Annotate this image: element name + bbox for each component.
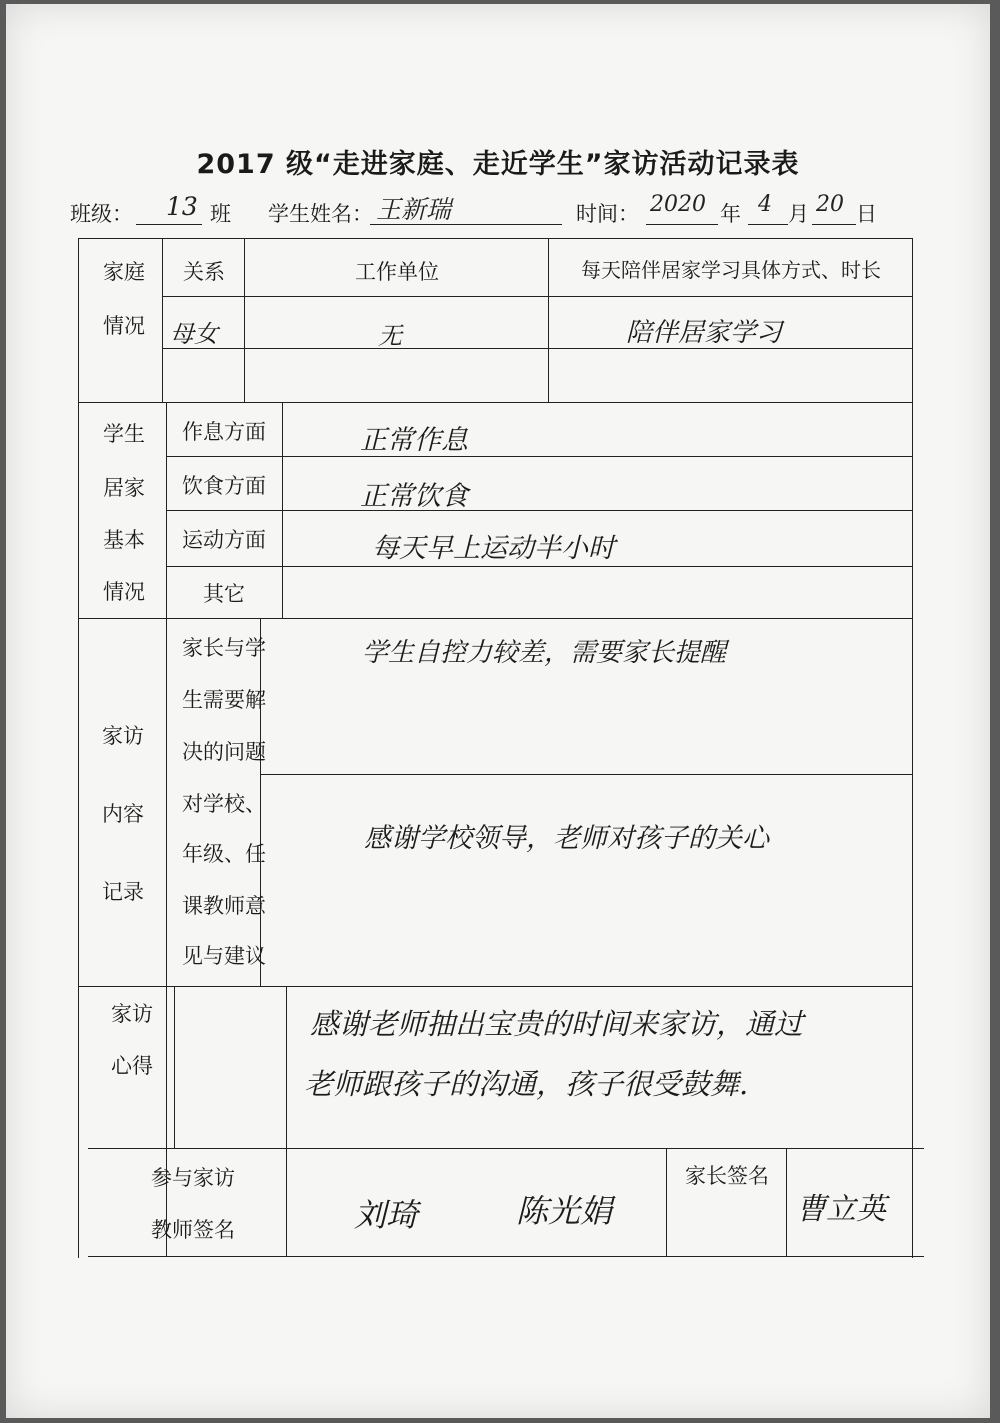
day-value: 20	[816, 192, 844, 217]
advice-label-2: 年级、任	[182, 842, 266, 866]
diet-value: 正常饮食	[360, 481, 468, 512]
year-label: 年	[720, 202, 741, 226]
form-title: 2017 级“走进家庭、走近学生”家访活动记录表	[196, 149, 800, 180]
other-label: 其它	[203, 582, 245, 606]
family-section-label-1: 家庭	[103, 260, 145, 284]
family-section-label-2: 情况	[103, 314, 145, 338]
parent-signature: 曹立英	[796, 1192, 886, 1227]
time-label: 时间：	[576, 202, 639, 226]
visit-section-label-2: 内容	[102, 802, 144, 826]
visit-row-line	[260, 774, 912, 775]
basic-section-label-3: 基本	[103, 528, 145, 552]
col-daily-header: 每天陪伴居家学习具体方式、时长	[581, 258, 881, 282]
month-label: 月	[788, 202, 809, 226]
basic-section-label-2: 居家	[103, 476, 145, 500]
advice-label-3: 课教师意	[182, 894, 266, 918]
reflection-label-2: 心得	[111, 1054, 153, 1078]
student-name-label: 学生姓名：	[268, 202, 373, 226]
visit-section-label-1: 家访	[102, 724, 144, 748]
family-divider-v2	[244, 238, 245, 402]
teacher-signature-label-2: 教师签名	[151, 1218, 235, 1242]
reflection-divider-v1	[174, 986, 175, 1148]
family-row-line-2	[162, 348, 912, 349]
advice-label-1: 对学校、	[182, 792, 266, 816]
row1-relation-value: 母女	[170, 320, 218, 348]
record-table	[78, 238, 922, 1260]
form-header	[6, 192, 990, 228]
border-right	[912, 238, 913, 1258]
signature-divider-v3	[786, 1148, 787, 1256]
month-value: 4	[758, 192, 772, 217]
col-relation-header: 关系	[183, 260, 225, 284]
sport-value: 每天早上运动半小时	[372, 533, 615, 564]
row1-work-value: 无	[378, 322, 402, 350]
row1-daily-value: 陪伴居家学习	[626, 318, 783, 348]
problem-label-2: 生需要解	[182, 688, 266, 712]
teacher-signature-label-1: 参与家访	[151, 1166, 235, 1190]
form-paper	[6, 4, 990, 1418]
reflection-label-1: 家访	[111, 1002, 153, 1026]
sport-label: 运动方面	[182, 528, 266, 552]
signature-divider-v2	[666, 1148, 667, 1256]
diet-label: 饮食方面	[182, 474, 266, 498]
teacher-signature-1: 刘琦	[354, 1196, 419, 1234]
class-suffix: 班	[210, 202, 231, 226]
border-left	[78, 238, 79, 1258]
basic-section-label-1: 学生	[103, 422, 145, 446]
signature-divider-v1	[286, 1148, 287, 1256]
advice-label-4: 见与建议	[182, 944, 266, 968]
student-name-value: 王新瑞	[376, 195, 452, 224]
col-work-header: 工作单位	[355, 260, 439, 284]
day-underline	[812, 224, 856, 225]
family-row-line-1	[162, 296, 912, 297]
visit-bottom-line	[78, 986, 912, 987]
reflection-divider-v2	[286, 986, 287, 1148]
parent-signature-label: 家长签名	[685, 1164, 769, 1188]
basic-row-line-2	[166, 510, 912, 511]
month-underline	[748, 224, 788, 225]
class-value: 13	[166, 192, 198, 221]
basic-row-line-3	[166, 566, 912, 567]
border-top	[78, 238, 912, 239]
basic-bottom-line	[78, 618, 912, 619]
basic-row-line-1	[166, 456, 912, 457]
left-column-divider	[166, 402, 167, 1256]
class-label: 班级：	[70, 202, 133, 226]
class-underline	[136, 224, 202, 225]
visit-section-label-3: 记录	[102, 880, 144, 904]
year-underline	[646, 224, 718, 225]
rest-label: 作息方面	[182, 420, 266, 444]
rest-value: 正常作息	[360, 425, 468, 456]
family-bottom-line	[78, 402, 912, 403]
reflection-line-1: 感谢老师抽出宝贵的时间来家访，通过	[310, 1007, 804, 1041]
advice-value: 感谢学校领导，老师对孩子的关心	[364, 823, 769, 854]
teacher-signature-2: 陈光娟	[516, 1192, 613, 1230]
problem-label-1: 家长与学	[182, 636, 266, 660]
problem-label-3: 决的问题	[182, 740, 266, 764]
problem-value: 学生自控力较差，需要家长提醒	[362, 638, 727, 668]
family-divider-v3	[548, 238, 549, 402]
year-value: 2020	[650, 192, 706, 217]
basic-section-label-4: 情况	[103, 580, 145, 604]
reflection-line-2: 老师跟孩子的沟通，孩子很受鼓舞.	[304, 1067, 749, 1101]
border-bottom	[88, 1256, 924, 1257]
day-label: 日	[856, 202, 877, 226]
reflection-bottom-line	[88, 1148, 924, 1149]
